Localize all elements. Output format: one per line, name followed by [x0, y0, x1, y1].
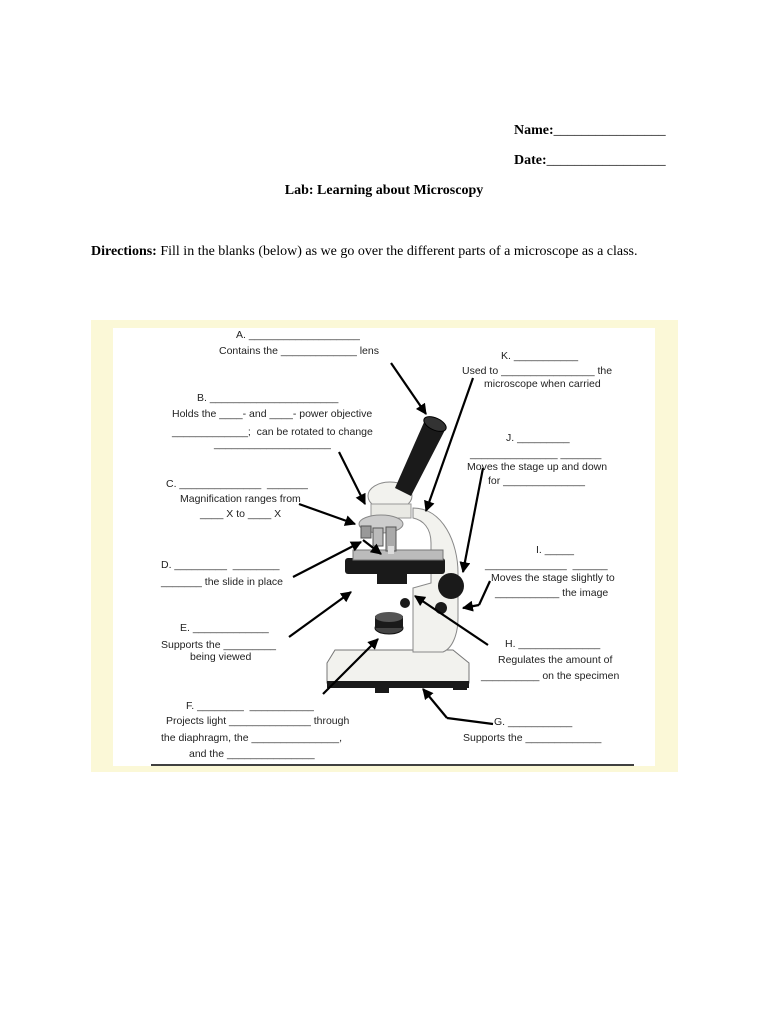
label-b-description[interactable]: Holds the ____- and ____- power objective [172, 408, 373, 420]
objective-lens [361, 526, 371, 538]
label-k-blank[interactable]: K. ___________ [501, 350, 579, 362]
label-d-description[interactable]: _______ the slide in place [161, 576, 284, 588]
label-c-blank[interactable]: C. ______________ _______ [166, 478, 308, 490]
label-i-description-2[interactable]: ___________ the image [495, 587, 609, 599]
label-b-description-2[interactable]: _____________; can be rotated to change [172, 426, 373, 438]
name-blank[interactable]: ________________ [553, 123, 666, 138]
directions-paragraph [91, 242, 651, 262]
label-j-blank[interactable]: J. _________ [506, 432, 570, 444]
label-d-blank[interactable]: D. _________ ________ [161, 559, 280, 571]
directions-text: Fill in the blanks (below) as we go over the different parts of a microscope as a class. [156, 244, 638, 259]
date-label: Date: [514, 153, 547, 168]
label-b-description-3[interactable]: ____________________ [214, 438, 331, 450]
label-c-range[interactable]: ____ X to ____ X [200, 508, 282, 520]
label-e-description-2: being viewed [190, 651, 252, 663]
label-f-description[interactable]: Projects light ______________ through [166, 715, 350, 727]
label-b-blank[interactable]: B. ______________________ [197, 392, 339, 404]
label-e-description[interactable]: Supports the _________ [161, 639, 277, 651]
worksheet-title: Lab: Learning about Microscopy [284, 183, 484, 198]
microscope-base [327, 650, 469, 683]
label-h-description: Regulates the amount of [498, 654, 613, 666]
label-i-description: Moves the stage slightly to [491, 572, 615, 584]
label-h-description-2[interactable]: __________ on the specimen [481, 670, 620, 682]
name-field[interactable] [514, 123, 666, 139]
label-i-blank-2[interactable]: ______________ ______ [485, 559, 608, 571]
label-a-description[interactable]: Contains the _____________ lens [219, 345, 379, 357]
label-i-blank[interactable]: I. _____ [536, 544, 574, 556]
label-e-blank[interactable]: E. _____________ [180, 622, 269, 634]
label-j-description: Moves the stage up and down [467, 461, 608, 473]
label-a-blank[interactable]: A. ___________________ [236, 329, 360, 341]
coarse-adjustment-knob [438, 573, 464, 599]
base-foot [327, 681, 469, 688]
label-f-description-3[interactable]: and the _______________ [189, 748, 315, 760]
directions-label: Directions: [91, 244, 157, 259]
label-f-blank[interactable]: F. ________ ___________ [186, 700, 314, 712]
label-h-blank[interactable]: H. ______________ [505, 638, 601, 650]
label-j-blank-2[interactable]: _______________ _______ [470, 448, 602, 460]
name-label: Name: [514, 123, 554, 138]
microscope-diagram [113, 328, 655, 766]
label-f-description-2[interactable]: the diaphragm, the _______________, [161, 732, 342, 744]
date-blank[interactable]: _________________ [546, 153, 666, 168]
label-g-blank[interactable]: G. ___________ [494, 716, 573, 728]
date-field[interactable] [514, 153, 666, 169]
label-k-description-2: microscope when carried [484, 378, 601, 390]
label-k-description[interactable]: Used to ________________ the [462, 365, 613, 377]
label-g-description[interactable]: Supports the _____________ [463, 732, 602, 744]
label-c-description: Magnification ranges from [180, 493, 301, 505]
label-j-description-2[interactable]: for ______________ [488, 475, 585, 487]
